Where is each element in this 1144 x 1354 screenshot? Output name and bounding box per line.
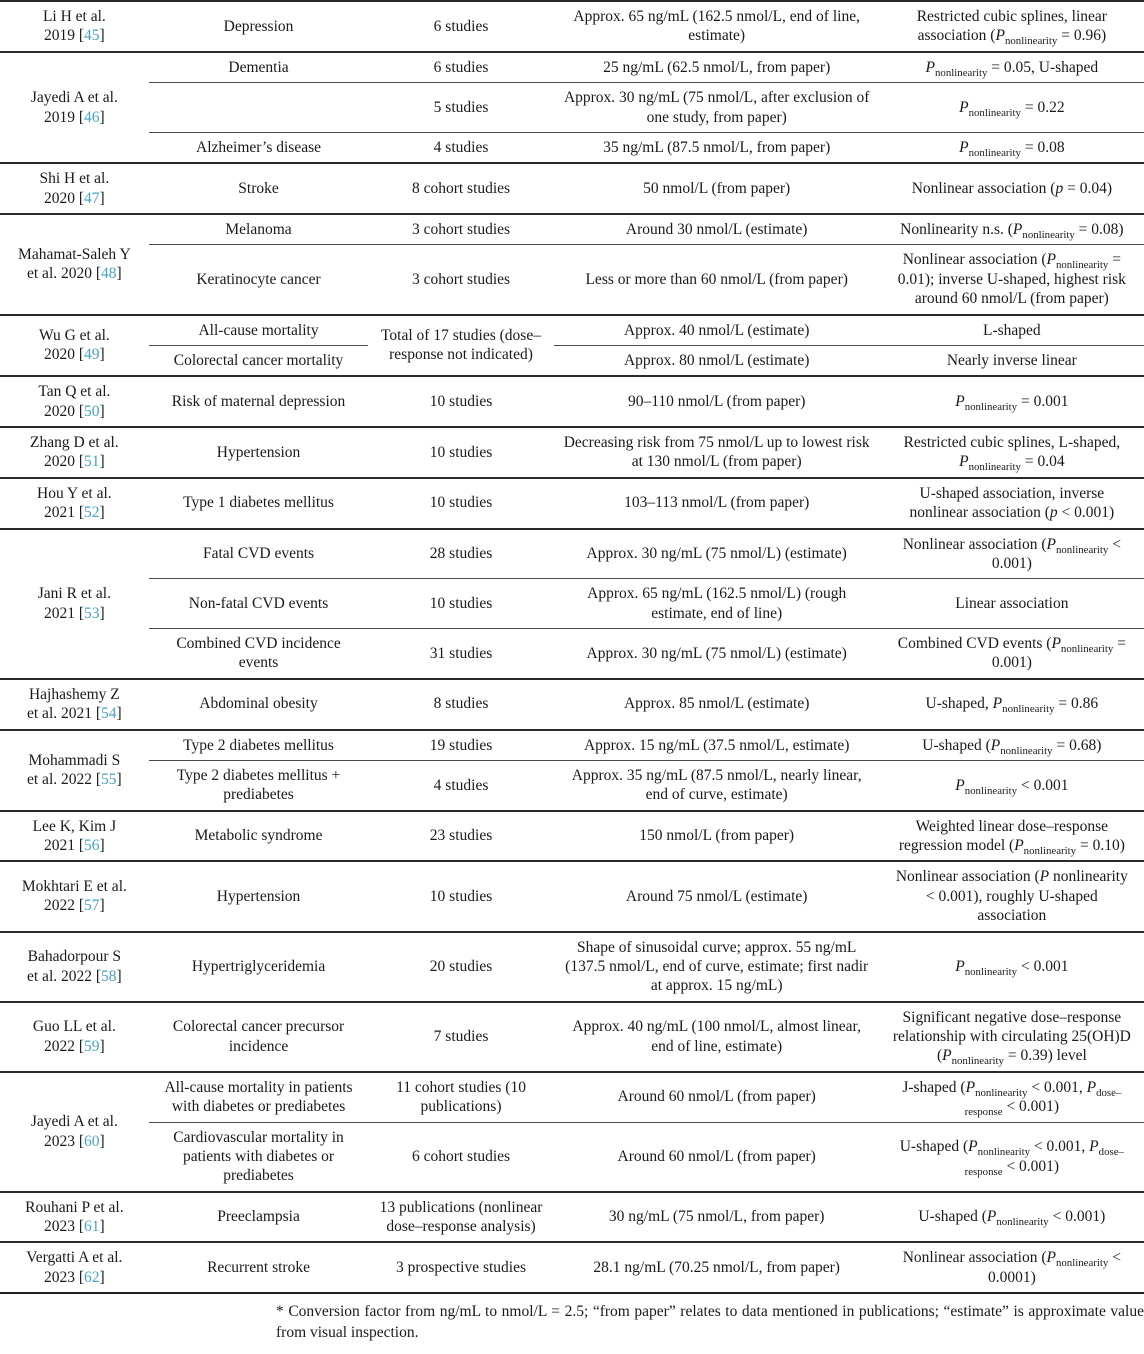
studies-cell: 19 studies [368, 730, 553, 761]
association-cell: U-shaped $(P_{nonlinearity} < 0.001)$ [880, 1192, 1144, 1243]
association-cell: Restricted cubic splines, L-shaped, $P_{nonlinearity} = 0.04$ [880, 427, 1144, 478]
studies-cell: 6 studies [368, 52, 553, 83]
table-row [0, 52, 1144, 83]
citation-ref[interactable]: 56 [84, 837, 100, 854]
citation-ref[interactable]: 49 [84, 346, 100, 364]
citation-ref[interactable]: 59 [84, 1037, 100, 1055]
studies-cell: 28 studies [368, 529, 553, 579]
outcome-cell: Metabolic syndrome [149, 811, 369, 862]
studies-cell: 10 studies [368, 478, 553, 529]
citation-ref[interactable]: 47 [84, 189, 100, 207]
outcome-cell: Stroke [149, 163, 369, 214]
value-cell: Around 60 nmol/L (from paper) [554, 1072, 880, 1122]
citation-ref[interactable]: 61 [84, 1218, 100, 1235]
table-row [0, 315, 1144, 346]
association-cell: $P_{nonlinearity} < 0.001$ [880, 932, 1144, 1002]
value-cell: Approx. 15 ng/mL (37.5 nmol/L, estimate) [554, 730, 880, 761]
table-row [0, 245, 1144, 315]
table-row [0, 427, 1144, 478]
author-cell: Mohammadi S et al. 2022 [55] [0, 730, 149, 811]
citation-ref[interactable]: 54 [101, 705, 117, 723]
outcome-cell: Recurrent stroke [149, 1242, 369, 1293]
value-cell: 35 ng/mL (87.5 nmol/L, from paper) [554, 132, 880, 163]
citation-ref[interactable]: 45 [84, 27, 100, 45]
association-cell: Nonlinear association $(P_{nonlinearity} < 0.001)$ [880, 529, 1144, 579]
association-cell: Nonlinear association $(P_{nonlinearity} < 0.0001)$ [880, 1242, 1144, 1293]
value-cell: Shape of sinusoidal curve; approx. 55 ng/mL (137.5 nmol/L, end of curve, estimate; first nadir at approx. 15 ng/mL) [554, 932, 880, 1002]
author-cell: Mokhtari E et al. 2022 [57] [0, 861, 149, 931]
studies-cell: 20 studies [368, 932, 553, 1002]
value-cell: Approx. 65 ng/mL (162.5 nmol/L, end of line, estimate) [554, 1, 880, 52]
value-cell: Around 75 nmol/L (estimate) [554, 861, 880, 931]
outcome-cell: Melanoma [149, 214, 369, 245]
outcome-cell: Type 1 diabetes mellitus [149, 478, 369, 529]
studies-cell: 11 cohort studies (10 publications) [368, 1072, 553, 1122]
value-cell: Approx. 30 ng/mL (75 nmol/L) (estimate) [554, 529, 880, 579]
studies-cell: 5 studies [368, 83, 553, 133]
citation-ref[interactable]: 60 [84, 1132, 100, 1150]
studies-cell: 3 prospective studies [368, 1242, 553, 1293]
association-cell: L-shaped [880, 315, 1144, 346]
value-cell: Decreasing risk from 75 nmol/L up to lowest risk at 130 nmol/L (from paper) [554, 427, 880, 478]
value-cell: 50 nmol/L (from paper) [554, 163, 880, 214]
studies-cell: 3 cohort studies [368, 245, 553, 315]
outcome-cell: All-cause mortality [149, 315, 369, 346]
studies-cell: 3 cohort studies [368, 214, 553, 245]
outcome-cell: Abdominal obesity [149, 679, 369, 730]
author-cell: Hajhashemy Z et al. 2021 [54] [0, 679, 149, 730]
studies-cell: 8 studies [368, 679, 553, 730]
association-cell: U-shaped, $P_{nonlinearity} = 0.86$ [880, 679, 1144, 730]
citation-ref[interactable]: 62 [84, 1268, 100, 1286]
value-cell: Approx. 85 nmol/L (estimate) [554, 679, 880, 730]
table-row [0, 1, 1144, 52]
citation-ref[interactable]: 51 [84, 453, 100, 471]
studies-cell: 10 studies [368, 376, 553, 427]
association-cell: Nearly inverse linear [880, 345, 1144, 376]
association-cell: U-shaped association, inverse nonlinear association (p < 0.001) [880, 478, 1144, 529]
association-cell: Restricted cubic splines, linear association $(P_{nonlinearity} = 0.96)$ [880, 1, 1144, 52]
association-cell: Weighted linear dose–response regression model $(P_{nonlinearity} = 0.10)$ [880, 811, 1144, 862]
outcome-cell: Risk of maternal depression [149, 376, 369, 427]
studies-cell: 10 studies [368, 427, 553, 478]
value-cell: 103–113 nmol/L (from paper) [554, 478, 880, 529]
outcome-cell [149, 83, 369, 133]
outcome-cell: Keratinocyte cancer [149, 245, 369, 315]
value-cell: 30 ng/mL (75 nmol/L, from paper) [554, 1192, 880, 1243]
citation-ref[interactable]: 53 [84, 604, 100, 622]
value-cell: 150 nmol/L (from paper) [554, 811, 880, 862]
value-cell: Approx. 30 ng/mL (75 nmol/L) (estimate) [554, 629, 880, 679]
author-cell: Shi H et al. 2020 [47] [0, 163, 149, 214]
association-cell: U-shaped $(P_{nonlinearity} = 0.68)$ [880, 730, 1144, 761]
table-row [0, 83, 1144, 133]
value-cell: Less or more than 60 nmol/L (from paper) [554, 245, 880, 315]
table-row [0, 861, 1144, 931]
table-row [0, 345, 1144, 376]
association-cell: U-shaped ($P_{nonlinearity} < 0.001$, $P_{dose-response} < 0.001$) [880, 1122, 1144, 1192]
author-cell: Hou Y et al. 2021 [52] [0, 478, 149, 529]
outcome-cell: Alzheimer’s disease [149, 132, 369, 163]
association-cell: Nonlinear association (p = 0.04) [880, 163, 1144, 214]
value-cell: 25 ng/mL (62.5 nmol/L, from paper) [554, 52, 880, 83]
table-row [0, 1122, 1144, 1192]
association-cell: $P_{nonlinearity} = 0.001$ [880, 376, 1144, 427]
association-cell: Linear association [880, 579, 1144, 629]
table-row [0, 932, 1144, 1002]
table-body [0, 1, 1144, 1293]
table-row [0, 1192, 1144, 1243]
value-cell: 28.1 ng/mL (70.25 nmol/L, from paper) [554, 1242, 880, 1293]
author-cell: Guo LL et al. 2022 [59] [0, 1002, 149, 1072]
table-row [0, 163, 1144, 214]
association-cell: Significant negative dose–response relationship with circulating 25(OH)D $(P_{nonlinearity} = 0.39)$ level [880, 1002, 1144, 1072]
value-cell: Around 60 nmol/L (from paper) [554, 1122, 880, 1192]
value-cell: Approx. 65 ng/mL (162.5 nmol/L) (rough estimate, end of line) [554, 579, 880, 629]
outcome-cell: Hypertriglyceridemia [149, 932, 369, 1002]
studies-cell: 7 studies [368, 1002, 553, 1072]
outcome-cell: Hypertension [149, 861, 369, 931]
value-cell: 90–110 nmol/L (from paper) [554, 376, 880, 427]
studies-cell: 10 studies [368, 861, 553, 931]
value-cell: Approx. 40 ng/mL (100 nmol/L, almost linear, end of line, estimate) [554, 1002, 880, 1072]
table-row [0, 760, 1144, 810]
association-cell: $P_{nonlinearity} = 0.08$ [880, 132, 1144, 163]
studies-cell: 4 studies [368, 760, 553, 810]
table-row [0, 579, 1144, 629]
value-cell: Approx. 30 ng/mL (75 nmol/L, after exclusion of one study, from paper) [554, 83, 880, 133]
citation-ref[interactable]: 55 [101, 771, 117, 789]
outcome-cell: Fatal CVD events [149, 529, 369, 579]
studies-cell: 13 publications (nonlinear dose–response analysis) [368, 1192, 553, 1243]
table-row [0, 679, 1144, 730]
value-cell: Approx. 80 nmol/L (estimate) [554, 345, 880, 376]
association-cell: $P_{nonlinearity} < 0.001$ [880, 760, 1144, 810]
studies-cell: 6 cohort studies [368, 1122, 553, 1192]
association-cell: Combined CVD events $(P_{nonlinearity} = 0.001)$ [880, 629, 1144, 679]
table-row [0, 214, 1144, 245]
author-cell: Vergatti A et al. 2023 [62] [0, 1242, 149, 1293]
outcome-cell: Type 2 diabetes mellitus + prediabetes [149, 760, 369, 810]
table-row [0, 1002, 1144, 1072]
studies-cell: 6 studies [368, 1, 553, 52]
author-cell: Jayedi A et al. 2023 [60] [0, 1072, 149, 1192]
table-row [0, 132, 1144, 163]
author-cell: Jani R et al. 2021 [53] [0, 529, 149, 679]
studies-cell: 8 cohort studies [368, 163, 553, 214]
author-cell: Bahadorpour S et al. 2022 [58] [0, 932, 149, 1002]
table-row [0, 811, 1144, 862]
citation-ref[interactable]: 52 [84, 504, 100, 522]
association-cell: Nonlinear association (P nonlinearity < 0.001), roughly U-shaped association [880, 861, 1144, 931]
table-row [0, 478, 1144, 529]
table-row [0, 529, 1144, 579]
studies-cell: 10 studies [368, 579, 553, 629]
author-cell: Tan Q et al. 2020 [50] [0, 376, 149, 427]
table-row [0, 1072, 1144, 1122]
citation-ref[interactable]: 48 [101, 265, 117, 283]
association-cell: Nonlinear association $(P_{nonlinearity} = 0.01)$; inverse U-shaped, highest risk around 60 nmol/L (from paper) [880, 245, 1144, 315]
table-row [0, 376, 1144, 427]
value-cell: Approx. 40 nmol/L (estimate) [554, 315, 880, 346]
outcome-cell: Preeclampsia [149, 1192, 369, 1243]
table-row [0, 629, 1144, 679]
value-cell: Around 30 nmol/L (estimate) [554, 214, 880, 245]
association-cell: $P_{nonlinearity} = 0.05$, U-shaped [880, 52, 1144, 83]
author-cell: Jayedi A et al. 2019 [46] [0, 52, 149, 164]
association-cell: J-shaped ($P_{nonlinearity} < 0.001$, $P_{dose-response} < 0.001$) [880, 1072, 1144, 1122]
table-row [0, 730, 1144, 761]
author-cell: Zhang D et al. 2020 [51] [0, 427, 149, 478]
outcome-cell: Depression [149, 1, 369, 52]
author-cell: Li H et al. 2019 [45] [0, 1, 149, 52]
outcome-cell: Dementia [149, 52, 369, 83]
citation-ref[interactable]: 57 [84, 897, 100, 915]
outcome-cell: Colorectal cancer precursor incidence [149, 1002, 369, 1072]
citation-ref[interactable]: 46 [84, 108, 100, 126]
outcome-cell: Non-fatal CVD events [149, 579, 369, 629]
outcome-cell: Combined CVD incidence events [149, 629, 369, 679]
studies-cell: 4 studies [368, 132, 553, 163]
author-cell: Wu G et al. 2020 [49] [0, 315, 149, 377]
author-cell: Mahamat-Saleh Y et al. 2020 [48] [0, 214, 149, 315]
association-cell: Nonlinearity n.s. $(P_{nonlinearity} = 0.08)$ [880, 214, 1144, 245]
table-row [0, 1242, 1144, 1293]
table-footnote: * Conversion factor from ng/mL to nmol/L = 2.5; “from paper” relates to data mentioned in publications; “estimate” is approximate value from visual inspection. [276, 1303, 1144, 1342]
author-cell: Rouhani P et al. 2023 [61] [0, 1192, 149, 1243]
outcome-cell: Cardiovascular mortality in patients with diabetes or prediabetes [149, 1122, 369, 1192]
studies-cell: Total of 17 studies (dose–response not indicated) [368, 315, 553, 377]
studies-cell: 31 studies [368, 629, 553, 679]
association-cell: $P_{nonlinearity} = 0.22$ [880, 83, 1144, 133]
author-cell: Lee K, Kim J 2021 [56] [0, 811, 149, 862]
outcome-cell: All-cause mortality in patients with diabetes or prediabetes [149, 1072, 369, 1122]
outcome-cell: Colorectal cancer mortality [149, 345, 369, 376]
citation-ref[interactable]: 50 [84, 402, 100, 420]
outcome-cell: Type 2 diabetes mellitus [149, 730, 369, 761]
value-cell: Approx. 35 ng/mL (87.5 nmol/L, nearly linear, end of curve, estimate) [554, 760, 880, 810]
studies-cell: 23 studies [368, 811, 553, 862]
citation-ref[interactable]: 58 [101, 967, 117, 985]
outcome-cell: Hypertension [149, 427, 369, 478]
